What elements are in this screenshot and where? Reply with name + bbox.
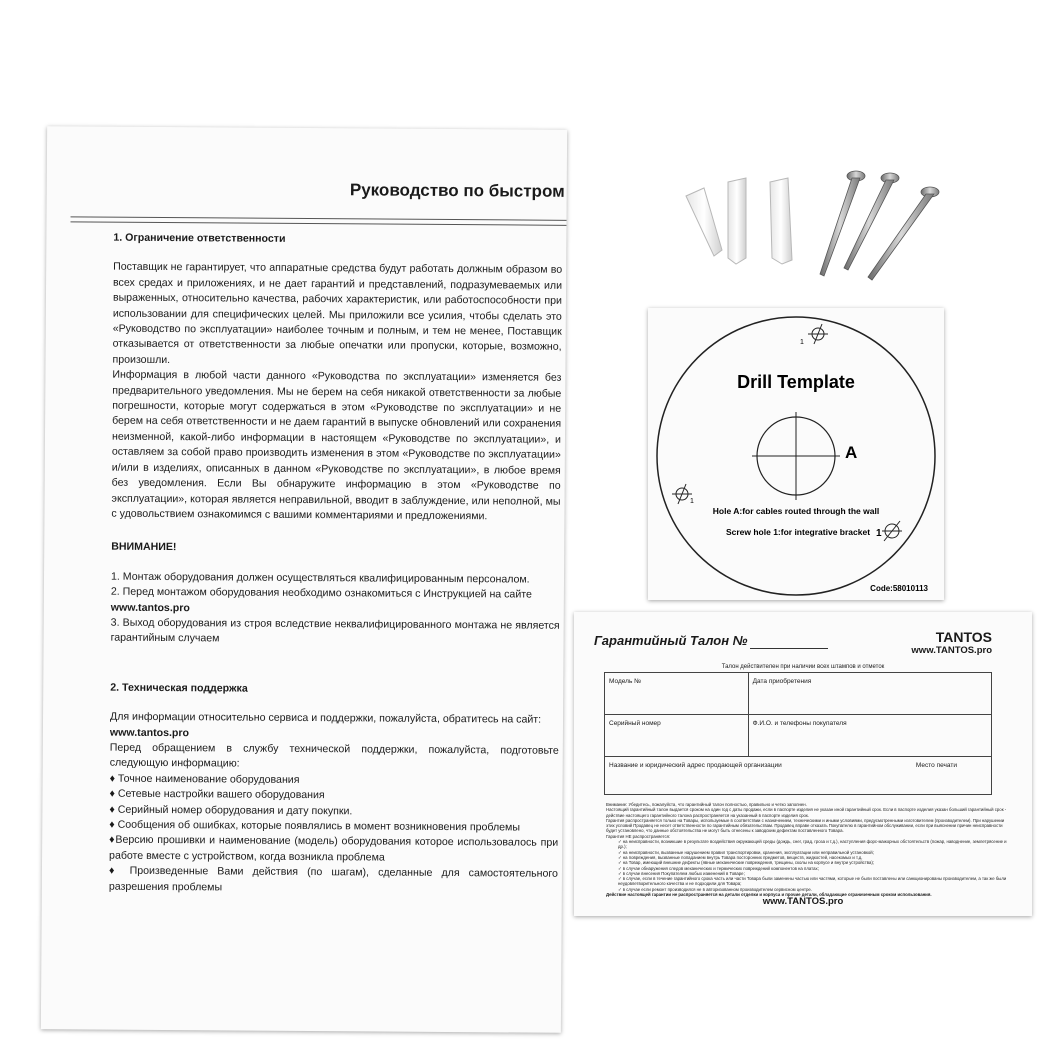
wall-plug xyxy=(686,188,722,256)
attention-heading: ВНИМАНИЕ! xyxy=(111,540,177,554)
hole-a-description: Hole A:for cables routed through the wall xyxy=(712,506,880,516)
wall-plug xyxy=(728,178,746,264)
attention-item-3: 3. Выход оборудования из строя вследствие неквалифицированного монтажа не является гарантийным случаем xyxy=(110,616,560,645)
warranty-title: Гарантийный Талон № xyxy=(594,633,748,648)
attention-item-2: 2. Перед монтажом оборудования необходимо ознакомиться с Инструкцией на сайте xyxy=(110,585,532,601)
screws-and-anchors-illustration xyxy=(676,160,946,290)
warranty-fields-table xyxy=(604,672,992,795)
brand-name: TANTOS xyxy=(935,629,992,645)
section2-heading: 2. Техническая поддержка xyxy=(110,681,248,695)
fine-print-line: Гарантия НЕ распространяется: xyxy=(606,833,671,839)
brand-site: www.TANTOS.pro xyxy=(911,645,992,656)
field-seller xyxy=(605,757,992,795)
field-buyer: Ф.И.О. и телефоны покупателя xyxy=(748,715,991,757)
fine-print-item: ✓ в случае, если в течение гарантийного срока часть или части Товара были заменены частью или частями, которые не были поставлены или санкционированы производителем, а так же были неудовлетворительного качества и не подходили для Товара; xyxy=(618,876,1007,887)
field-serial: Серийный номер xyxy=(605,715,749,757)
fine-print-line: Внимание: Убедитесь, пожалуйста, что гарантийный талон полностью, правильно и четко заполнен. xyxy=(606,802,807,807)
support-item: ♦ Сообщения об ошибках, которые появлялись в момент возникновения проблемы xyxy=(109,818,521,834)
template-title: Drill Template xyxy=(737,372,855,392)
section2-paragraph-1: Для информации относительно сервиса и поддержки, пожалуйста, обратитесь на сайт: xyxy=(109,710,542,726)
field-purchase-date: Дата приобретения xyxy=(748,673,991,715)
support-item: ♦ Серийный номер оборудования и дату покупки. xyxy=(109,803,353,817)
quick-guide-leaflet xyxy=(41,126,567,1033)
leaflet-body xyxy=(109,227,563,898)
fine-print-item: ✓ на повреждения, вызванные попаданием внутрь Товара посторонних предметов, веществ, жидкостей, насекомых и т.д. xyxy=(618,854,863,860)
screw-hole-mark-right xyxy=(876,521,902,541)
validity-note: Талон действителен при наличии всех штампов и отметок xyxy=(721,664,885,670)
fine-print-item: ✓ в случае внесения Покупателем любых изменений в Товаре; xyxy=(618,870,745,876)
title-double-rule xyxy=(70,216,566,225)
section2-paragraph-2: Перед обращением в службу технической поддержки, пожалуйста, подготовьте следующую информацию: xyxy=(109,741,559,770)
warranty-footer-site: www.TANTOS.pro xyxy=(762,896,844,907)
screw-label-top: 1 xyxy=(800,339,804,346)
warranty-number-line xyxy=(750,648,828,649)
attention-item-2-site: www.tantos.pro xyxy=(110,601,190,614)
warranty-card xyxy=(574,612,1032,916)
fine-print-line: Гарантия распространяется только на Товары, используемые в соответствии с назначением, техническими и иными условиями, предусмотренными изготовителем (производителем). При нарушении этих условий Продавец не несет ответственности по гарантийным обязательствам. Продавец вправе отказать Покупателю в гарантийном обслуживании, если при выяснении причин неисправности будет установлено, что данные обстоятельства не могут быть отнесены к заводским дефектам поставленного Товара. xyxy=(606,817,1005,834)
field-seller-label: Название и юридический адрес продающей организации xyxy=(609,762,782,769)
fine-print-item: ✓ в случае если ремонт производился не в авторизованном производителем сервисном центре. xyxy=(618,886,812,892)
warranty-fine-print xyxy=(606,802,1010,897)
screw-label-right: 1 xyxy=(876,528,882,539)
support-item: ♦ Сетевые настройки вашего оборудования xyxy=(109,787,325,802)
hole-a-label: A xyxy=(845,443,858,462)
section1-paragraph-2: Информация в любой части данного «Руководства по эксплуатации» изменяется без предварительного уведомления. Мы не берем на себя никакой ответственности за любые погрешности, которые могут содержаться в этом «Руководстве по эксплуатации» и не берем на себя ответственности и не даем гарантий в выпуске обновлений или сохранения неизменной, какой-либо информации в настоящем «Руководстве по эксплуатации», и оставляем за собой право производить изменения в этом «Руководстве по эксплуатации» и/или в изделиях, описанных в данном «Руководстве по эксплуатации», в любое время без уведомления. Если Вы обнаружите информацию в этом «Руководстве по эксплуатации», которая является неправильной, вводит в заблуждение, или неполной, мы с удовольствием ознакомимся с вашими комментариями и предложениями. xyxy=(111,368,562,523)
section1-heading: 1. Ограничение ответственности xyxy=(113,231,286,245)
fine-print-item: ✓ на Товар, имеющий внешние дефекты (явные механические повреждения, трещины, сколы на корпусе и внутри устройства); xyxy=(618,860,875,866)
leaflet-title: Руководство по быстром xyxy=(349,180,565,201)
attention-item-1: 1. Монтаж оборудования должен осуществляться квалифицированным персоналом. xyxy=(110,570,530,586)
screw xyxy=(820,171,865,276)
screw-hole-mark-left xyxy=(672,484,694,505)
drill-template-card xyxy=(648,308,944,600)
template-code: Code:58010113 xyxy=(870,584,928,593)
section1-paragraph-1: Поставщик не гарантирует, что аппаратные средства будут работать должным образом во всех средах и приложениях, и не дает гарантий и представлений, подразумеваемых или выраженных, относительно качества, рабочих характеристик, или работоспособности при использовании для специфических целей. Мы приложили все усилия, чтобы сделать это «Руководство по эксплуатации» наиболее точным и полным, и тем не менее, Поставщик отказывается от ответственности за любые опечатки или пропуски, которые, возможно, произошли. xyxy=(112,261,563,366)
fine-print-footer: Действие настоящей гарантии не распространяется на детали отделки и корпуса и прочие детали, обладающие ограниченным сроком использования. xyxy=(606,892,932,898)
drill-template-drawing xyxy=(648,308,944,600)
support-item: ♦Версию прошивки и наименование (модель) оборудования которое использовалось при работе вместе с устройством, когда возникла проблема xyxy=(109,834,559,864)
field-model: Модель № xyxy=(605,673,749,715)
field-seal: Место печати xyxy=(915,762,957,769)
screw-label-left: 1 xyxy=(690,498,694,505)
support-item: ♦ Произведенные Вами действия (по шагам), сделанные для самостоятельного разрешения проблемы xyxy=(108,864,558,894)
fine-print-item: ✓ на неисправности, возникшие в результате воздействия окружающей среды (дождь, снег, град, гроза и т.д.), наступления форс-мажорных обстоятельств (пожар, наводнение, землетрясение и др.); xyxy=(618,839,1007,850)
fine-print-line: Настоящий гарантийный талон выдается сроком на один год с даты продажи, если в паспорте изделия не указан иной гарантийный срок. Если в паспорте изделия указан больший гарантийный срок - действие настоящего гарантийного талона распространяется на указанный в паспорте изделия срок. xyxy=(606,807,1007,818)
section2-site: www.tantos.pro xyxy=(109,726,190,739)
wall-plug xyxy=(770,178,792,264)
screw-hole-description: Screw hole 1:for integrative bracket xyxy=(725,527,871,537)
fine-print-item: ✓ на неисправности, вызванные нарушением правил транспортировки, хранения, эксплуатации или неправильной установкой; xyxy=(618,849,874,855)
support-item: ♦ Точное наименование оборудования xyxy=(109,772,300,786)
fine-print-item: ✓ в случае обнаружения следов механических и термических повреждений компонентов на платах; xyxy=(618,865,819,871)
screw-hole-mark-top xyxy=(800,324,828,346)
